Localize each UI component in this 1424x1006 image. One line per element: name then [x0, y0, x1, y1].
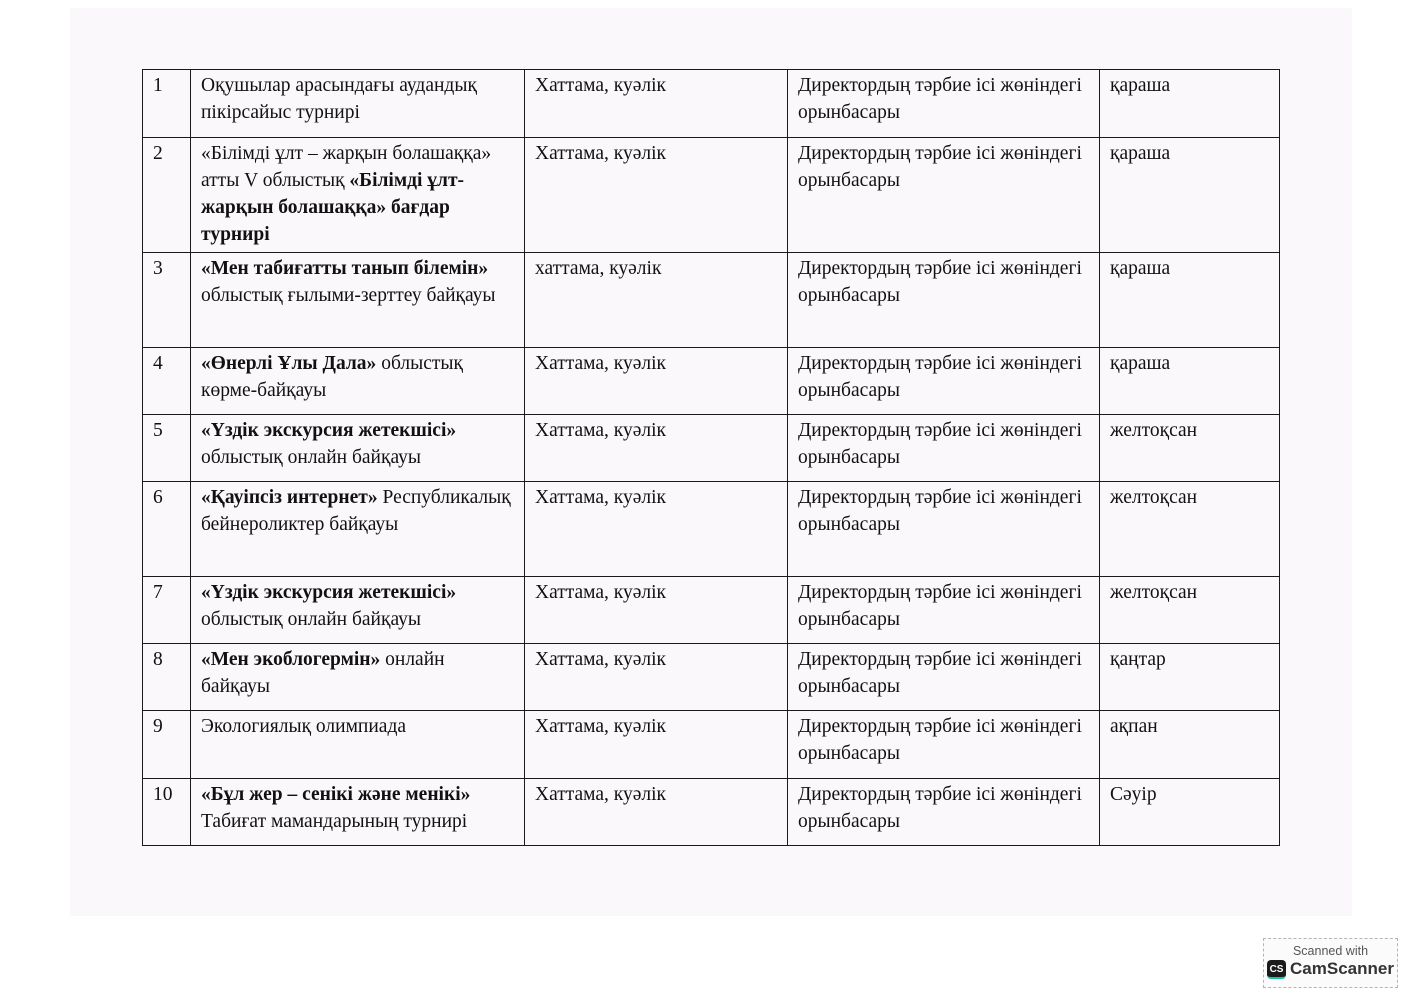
event-name-text: Оқушылар арасындағы аудандық пікірсайыс турнирі: [201, 75, 477, 123]
table-row: [143, 711, 1280, 779]
event-month: қараша: [1100, 253, 1280, 348]
event-month: желтоқсан: [1100, 577, 1280, 644]
table-row: [143, 577, 1280, 644]
event-name-bold: «Бұл жер – сенікі және менікі»: [201, 784, 471, 805]
responsible-person: Директордың тәрбие ісі жөніндегі орынбасары: [788, 138, 1100, 253]
watermark-caption: Scanned with: [1292, 944, 1369, 958]
table-row: [143, 138, 1280, 253]
row-number: 5: [143, 415, 191, 482]
event-month: қараша: [1100, 348, 1280, 415]
event-name: [191, 415, 525, 482]
events-table: [142, 69, 1280, 846]
table-row: [143, 415, 1280, 482]
table-row: [143, 644, 1280, 711]
responsible-person: Директордың тәрбие ісі жөніндегі орынбасары: [788, 482, 1100, 577]
document-type: Хаттама, куәлік: [525, 138, 788, 253]
event-name: [191, 644, 525, 711]
event-month: Сәуір: [1100, 779, 1280, 846]
watermark-brand-name: CamScanner: [1290, 959, 1394, 978]
event-name: [191, 711, 525, 779]
row-number: 9: [143, 711, 191, 779]
row-number: 2: [143, 138, 191, 253]
document-type: Хаттама, куәлік: [525, 348, 788, 415]
responsible-person: Директордың тәрбие ісі жөніндегі орынбасары: [788, 577, 1100, 644]
camscanner-logo-icon: CS: [1267, 960, 1286, 979]
row-number: 6: [143, 482, 191, 577]
event-name-bold: «Өнерлі Ұлы Дала»: [201, 353, 377, 374]
table-row: [143, 482, 1280, 577]
event-name-bold: «Үздік экскурсия жетекшісі»: [201, 420, 457, 441]
responsible-person: Директордың тәрбие ісі жөніндегі орынбасары: [788, 711, 1100, 779]
responsible-person: Директордың тәрбие ісі жөніндегі орынбасары: [788, 779, 1100, 846]
event-name-text: облыстық онлайн байқауы: [201, 609, 421, 630]
event-name-bold: «Мен табиғатты танып білемін»: [201, 258, 489, 279]
event-name-text: Республикалық бейнероликтер байқауы: [201, 487, 511, 535]
row-number: 3: [143, 253, 191, 348]
event-name: [191, 779, 525, 846]
document-type: Хаттама, куәлік: [525, 415, 788, 482]
table-row: [143, 70, 1280, 138]
document-type: Хаттама, куәлік: [525, 644, 788, 711]
event-name-text: облыстық онлайн байқауы: [201, 447, 421, 468]
event-name-text: онлайн байқауы: [201, 649, 445, 697]
table-row: [143, 348, 1280, 415]
events-table-body: [143, 70, 1280, 846]
document-type: Хаттама, куәлік: [525, 70, 788, 138]
document-type: Хаттама, куәлік: [525, 577, 788, 644]
responsible-person: Директордың тәрбие ісі жөніндегі орынбасары: [788, 348, 1100, 415]
document-type: Хаттама, куәлік: [525, 711, 788, 779]
table-row: [143, 779, 1280, 846]
event-name: [191, 253, 525, 348]
event-month: қараша: [1100, 70, 1280, 138]
event-name-text: Экологиялық олимпиада: [201, 716, 407, 737]
event-name-text: Табиғат мамандарының турнирі: [201, 811, 468, 832]
row-number: 7: [143, 577, 191, 644]
camscanner-watermark: [1263, 938, 1398, 988]
event-name-text: облыстық көрме-байқауы: [201, 353, 463, 401]
responsible-person: Директордың тәрбие ісі жөніндегі орынбасары: [788, 415, 1100, 482]
event-month: желтоқсан: [1100, 482, 1280, 577]
responsible-person: Директордың тәрбие ісі жөніндегі орынбасары: [788, 644, 1100, 711]
document-type: Хаттама, куәлік: [525, 482, 788, 577]
event-name: [191, 577, 525, 644]
event-name-bold: «Мен экоблогермін»: [201, 649, 381, 670]
event-name-bold: «Қауіпсіз интернет»: [201, 487, 378, 508]
event-month: ақпан: [1100, 711, 1280, 779]
event-month: қаңтар: [1100, 644, 1280, 711]
row-number: 1: [143, 70, 191, 138]
event-name-bold: «Үздік экскурсия жетекшісі»: [201, 582, 457, 603]
event-name: [191, 482, 525, 577]
watermark-brand: [1264, 959, 1397, 979]
event-name: [191, 348, 525, 415]
responsible-person: Директордың тәрбие ісі жөніндегі орынбасары: [788, 70, 1100, 138]
responsible-person: Директордың тәрбие ісі жөніндегі орынбасары: [788, 253, 1100, 348]
event-name: [191, 138, 525, 253]
row-number: 8: [143, 644, 191, 711]
event-month: желтоқсан: [1100, 415, 1280, 482]
row-number: 4: [143, 348, 191, 415]
event-name-text: облыстық ғылыми-зерттеу байқауы: [201, 285, 496, 306]
event-name: [191, 70, 525, 138]
row-number: 10: [143, 779, 191, 846]
event-month: қараша: [1100, 138, 1280, 253]
event-name-text: «Білімді ұлт – жарқын болашаққа» атты V облыстық: [201, 143, 492, 191]
event-name-bold-2: «Білімді ұлт-жарқын болашаққа» бағдар турнирі: [201, 170, 465, 245]
document-type: Хаттама, куәлік: [525, 779, 788, 846]
document-type: хаттама, куәлік: [525, 253, 788, 348]
table-row: [143, 253, 1280, 348]
